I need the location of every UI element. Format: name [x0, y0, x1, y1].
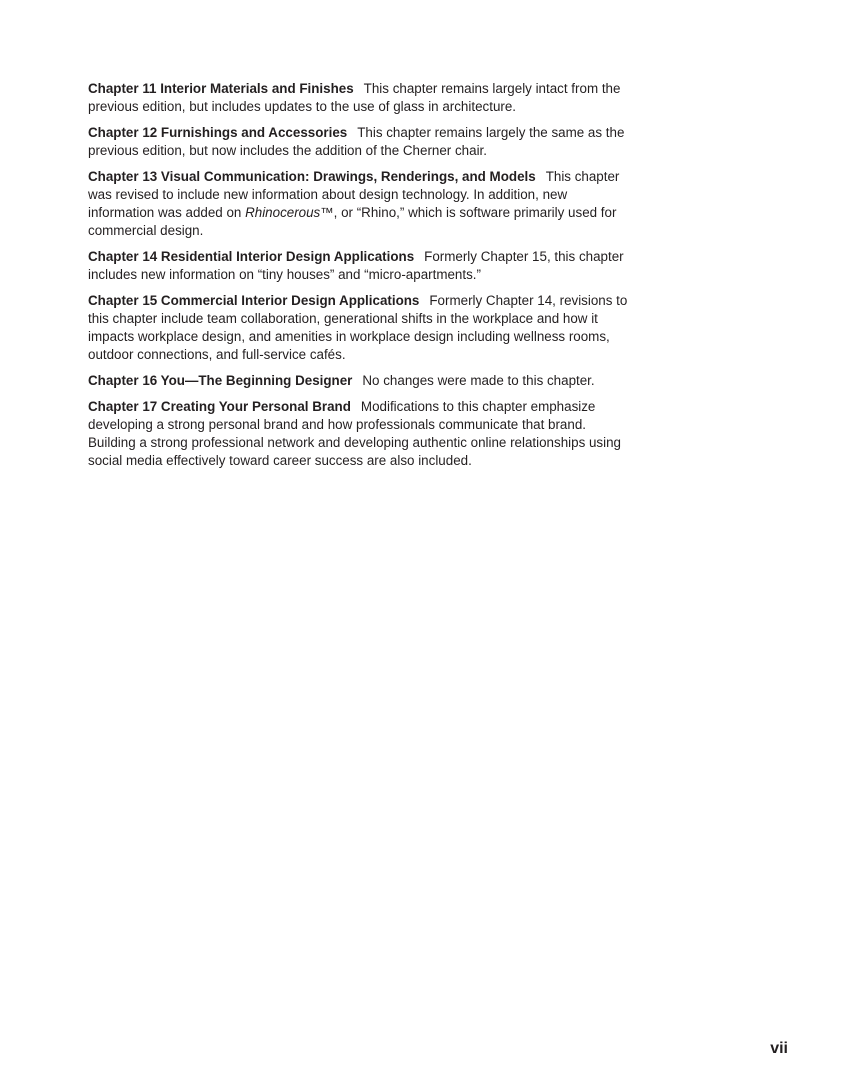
chapter-description: Formerly Chapter 15, this chapter includes new information on “tiny houses” and “micro-apartments.”: [88, 249, 624, 282]
chapter-13-entry: [88, 168, 636, 240]
chapter-16-entry: [88, 372, 636, 390]
chapter-description-continued: ™, or “Rhino,” which is software primarily used for commercial design.: [88, 205, 617, 238]
chapter-11-entry: [88, 80, 636, 116]
chapter-14-entry: [88, 248, 636, 284]
chapter-description: Modifications to this chapter emphasize developing a strong personal brand and how professionals communicate that brand. Building a strong professional network and developing authentic online relationships using social media effectively toward career success are also included.: [88, 399, 621, 468]
chapter-title: Chapter 16 You—The Beginning Designer: [88, 373, 353, 388]
chapter-title: Chapter 12 Furnishings and Accessories: [88, 125, 348, 140]
chapter-title: Chapter 17 Creating Your Personal Brand: [88, 399, 351, 414]
chapter-description: This chapter remains largely the same as the previous edition, but now includes the addition of the Cherner chair.: [88, 125, 625, 158]
chapter-description: Formerly Chapter 14, revisions to this chapter include team collaboration, generational shifts in the workplace and how it impacts workplace design, and amenities in workplace design including wellness rooms, outdoor connections, and full-service cafés.: [88, 293, 628, 362]
chapter-description: This chapter remains largely intact from the previous edition, but includes updates to the use of glass in architecture.: [88, 81, 621, 114]
chapter-17-entry: [88, 398, 636, 470]
page-number: vii: [770, 1040, 788, 1057]
chapter-title: Chapter 14 Residential Interior Design Applications: [88, 249, 415, 264]
software-name-italic: Rhinocerous: [245, 205, 321, 220]
chapter-title: Chapter 15 Commercial Interior Design Applications: [88, 293, 420, 308]
chapter-12-entry: [88, 124, 636, 160]
chapter-summary-list: [88, 80, 636, 478]
chapter-title: Chapter 11 Interior Materials and Finishes: [88, 81, 354, 96]
chapter-15-entry: [88, 292, 636, 364]
chapter-description: No changes were made to this chapter.: [362, 373, 595, 388]
chapter-description: This chapter was revised to include new information about design technology. In addition, new information was added on: [88, 169, 620, 220]
chapter-title: Chapter 13 Visual Communication: Drawings, Renderings, and Models: [88, 169, 536, 184]
